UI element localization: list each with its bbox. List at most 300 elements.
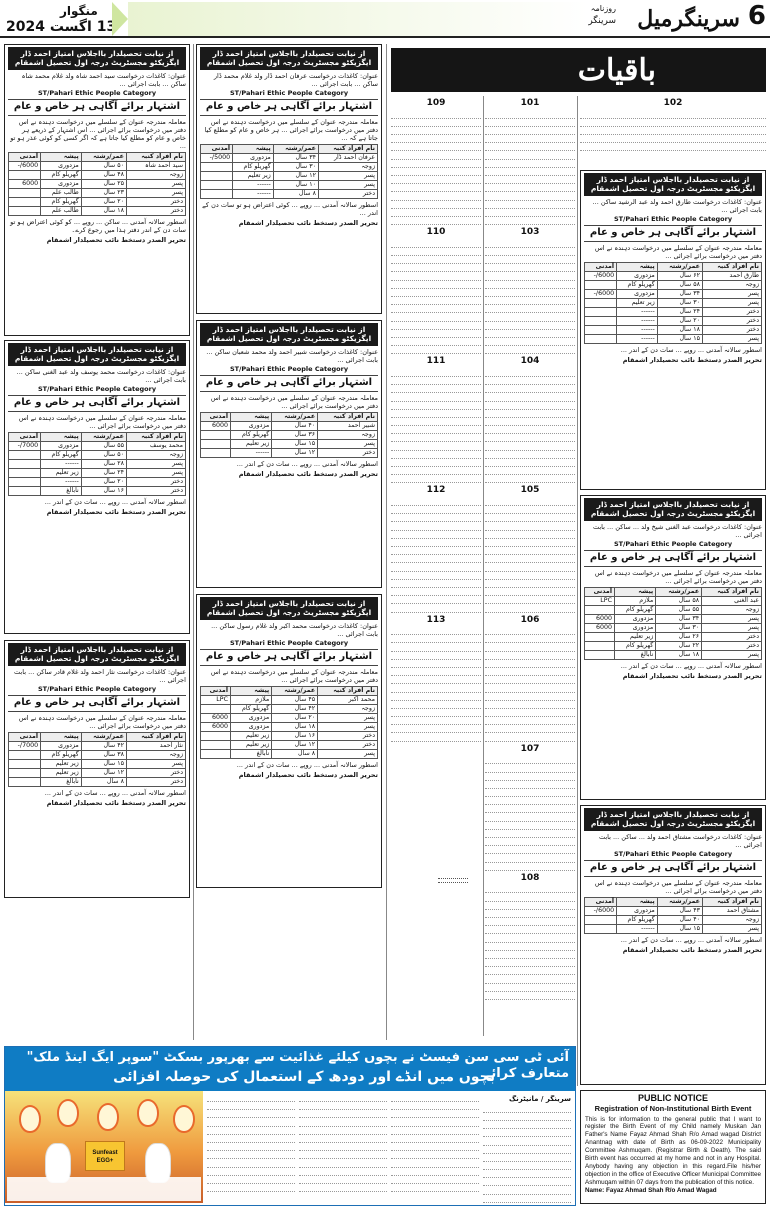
table-header: عمر/رشتہ — [657, 262, 702, 271]
table-row — [585, 924, 762, 933]
table-cell: طارق احمد — [702, 271, 761, 280]
text-line — [391, 661, 481, 668]
text-line — [485, 903, 575, 910]
table-cell: دختر — [126, 207, 185, 216]
table-cell — [585, 280, 617, 289]
text-line — [485, 468, 575, 475]
text-line — [485, 298, 575, 305]
table-cell: گھریلو کام — [41, 450, 82, 459]
table-header: آمدنی — [201, 686, 231, 695]
table-cell: ۱۸ سال — [657, 325, 702, 334]
table-header: آمدنی — [9, 432, 41, 441]
baqiyaat-title: باقیات — [577, 53, 656, 88]
table-cell: مشتاق احمد — [702, 906, 761, 915]
table-cell: ------ — [617, 307, 658, 316]
table-header: پیشہ — [617, 897, 658, 906]
table-row — [585, 906, 762, 915]
text-line — [485, 677, 575, 684]
text-line — [391, 202, 481, 209]
table-cell: زیر تعلیم — [233, 172, 274, 181]
text-line — [485, 936, 575, 943]
text-line — [391, 136, 481, 143]
text-line — [485, 782, 575, 789]
text-line — [391, 524, 481, 531]
table-cell — [9, 189, 41, 198]
table-cell — [201, 172, 233, 181]
feature-subheadline: بچوں میں انڈے اور دودھ کے استعمال کی حوصلہ افزائی — [113, 1069, 495, 1085]
text-line — [391, 1152, 479, 1159]
text-line — [391, 1111, 479, 1118]
table-cell: دختر — [318, 448, 378, 457]
table-row — [9, 441, 186, 450]
table-cell — [585, 650, 615, 659]
table-cell: گھریلو کام — [231, 430, 272, 439]
table-cell: گھریلو کام — [41, 171, 82, 180]
paper-name: سرینگرمیل — [637, 6, 740, 32]
text-line — [485, 864, 575, 871]
notice-box — [580, 170, 766, 490]
table-cell: مزدوری — [231, 421, 272, 430]
table-cell — [201, 163, 233, 172]
table-cell: عرفان احمد ڈار — [318, 154, 377, 163]
table-cell — [9, 468, 41, 477]
text-line — [580, 112, 766, 119]
table-cell — [201, 749, 231, 758]
table-cell: گھریلو کام — [41, 750, 82, 759]
table-cell: زوجہ — [318, 163, 377, 172]
table-cell — [9, 459, 41, 468]
table-cell — [9, 759, 41, 768]
family-table — [200, 686, 378, 759]
text-line — [207, 1144, 295, 1151]
table-cell: ------ — [233, 181, 274, 190]
text-line — [207, 1161, 295, 1168]
table-cell — [585, 641, 615, 650]
text-line — [485, 339, 575, 346]
table-cell — [201, 448, 231, 457]
notice-body: معاملہ مندرجہ عنوان کے سلسلے میں درخواست دہندہ نے اس دفتر میں درخواست برائے اجرائی ... اس اشتہار کے ذریعے ہر خاص و عام کو مطلع کیا جاتا ہے کہ اگر کسی کو کوئی عذر ہو تو ... — [10, 117, 186, 150]
table-cell: مزدوری — [617, 906, 658, 915]
table-header: نام افراد کنبہ — [126, 732, 185, 741]
text-line — [485, 718, 575, 725]
table-header: پیشہ — [231, 686, 272, 695]
table-cell: دختر — [126, 777, 185, 786]
text-line — [485, 790, 575, 797]
text-line — [391, 395, 481, 402]
notice-header: از نیابت تحصیلدار بااجلاس امتیاز احمد ڈار ایگزیکٹو مجسٹریٹ درجہ اول تحصیل اشمقام — [8, 643, 186, 666]
text-line — [391, 1161, 479, 1168]
notice-category: ST/Pahari Ethic People Category — [37, 685, 157, 693]
notice-signature: تحریر الصدر دستخط نائب تحصیلدار اشمقام — [46, 508, 186, 516]
table-cell: زیر تعلیم — [231, 740, 272, 749]
table-cell: مزدوری — [231, 722, 272, 731]
table-cell: ۵۰ سال — [81, 162, 126, 171]
text-line — [485, 977, 575, 984]
text-line — [391, 532, 481, 539]
table-cell: ۱۶ سال — [272, 731, 318, 740]
table-cell: 6000 — [201, 421, 231, 430]
family-table — [584, 897, 762, 934]
table-row — [201, 163, 378, 172]
table-cell: پسر — [702, 298, 761, 307]
notice-subject: عنوان: کاغذات درخواست نثار احمد ولد غلام قادر ساکن ... بابت اجرائی ... — [14, 667, 186, 684]
text-line — [485, 774, 575, 781]
text-line — [485, 815, 575, 822]
notice-box — [4, 640, 190, 898]
text-line — [485, 766, 575, 773]
text-line — [485, 515, 575, 522]
text-line — [299, 1152, 387, 1159]
table-cell: ۱۸ سال — [272, 722, 318, 731]
table-cell: 7000/- — [9, 741, 41, 750]
table-cell: ۳۸ سال — [81, 750, 126, 759]
text-line — [485, 726, 575, 733]
baqiyaat-column — [580, 96, 766, 166]
table-row — [585, 605, 762, 614]
notice-signature: تحریر الصدر دستخط نائب تحصیلدار اشمقام — [238, 219, 378, 228]
notice-signature: تحریر الصدر دستخط نائب تحصیلدار اشمقام — [622, 356, 762, 364]
table-row — [585, 298, 762, 307]
text-line — [485, 895, 575, 902]
table-cell: ۳۰ سال — [273, 163, 318, 172]
text-line — [207, 1103, 295, 1110]
table-header: عمر/رشتہ — [272, 412, 318, 421]
text-line — [207, 1136, 295, 1143]
table-cell: زوجہ — [318, 430, 378, 439]
text-line — [485, 315, 575, 322]
text-line — [485, 952, 575, 959]
table-cell: ۱۶ سال — [81, 486, 126, 495]
text-line — [391, 112, 481, 119]
table-row — [201, 740, 378, 749]
text-line — [485, 306, 575, 313]
text-line — [485, 210, 575, 217]
continuation-number: 102 — [663, 98, 683, 108]
table-cell — [585, 915, 617, 924]
notice-footer: اسطور سالانہ آمدنی ... روپے ... سات دن کے اندر ... — [236, 760, 378, 769]
table-cell: نابالغ — [41, 486, 82, 495]
text-line — [391, 128, 481, 135]
continuation-number: 112 — [426, 485, 446, 496]
table-cell — [9, 477, 41, 486]
text-line — [485, 968, 575, 975]
text-line — [485, 323, 575, 330]
notice-body: معاملہ مندرجہ عنوان کے سلسلے میں درخواست دہندہ نے اس دفتر میں درخواست برائے اجرائی ... — [594, 878, 762, 895]
text-line — [207, 1169, 295, 1176]
table-cell: ۲۰ سال — [81, 198, 126, 207]
notice-category: ST/Pahari Ethic People Category — [37, 89, 157, 97]
notice-title: اشتہار برائے آگاہی ہر خاص و عام — [200, 99, 378, 116]
text-line — [391, 144, 481, 151]
text-line — [485, 661, 575, 668]
notice-header: از نیابت تحصیلدار بااجلاس امتیاز احمد ڈار ایگزیکٹو مجسٹریٹ درجہ اول تحصیل اشمقام — [8, 343, 186, 366]
table-row — [201, 421, 378, 430]
continuation-number: 103 — [520, 227, 540, 238]
table-cell: ۲۴ سال — [657, 307, 702, 316]
table-header: پیشہ — [41, 153, 82, 162]
table-cell: مزدوری — [41, 162, 82, 171]
table-cell: ملازم — [231, 695, 272, 704]
table-cell: ۴۳ سال — [657, 906, 702, 915]
table-header: آمدنی — [585, 587, 615, 596]
continuation-number: 101 — [520, 98, 540, 108]
table-cell: ۳۰ سال — [656, 623, 702, 632]
text-line — [485, 427, 575, 434]
table-cell: گھریلو کام — [231, 704, 272, 713]
table-cell — [585, 334, 617, 343]
text-line — [580, 120, 766, 127]
column-rule — [483, 96, 484, 1036]
table-cell — [585, 632, 615, 641]
notice-header: از نیابت تحصیلدار بااجلاس امتیاز احمد ڈار ایگزیکٹو مجسٹریٹ درجہ اول تحصیل اشمقام — [200, 323, 378, 346]
table-cell — [201, 740, 231, 749]
text-line — [391, 581, 481, 588]
table-row — [9, 486, 186, 495]
table-cell: ۵۵ سال — [81, 441, 126, 450]
text-line — [485, 202, 575, 209]
table-cell: پسر — [318, 439, 378, 448]
continuation-number: 108 — [520, 872, 540, 883]
text-line — [391, 735, 481, 742]
text-line — [485, 460, 575, 467]
table-cell: زیر تعلیم — [617, 298, 658, 307]
text-line — [483, 1163, 571, 1170]
table-cell: ۵۸ سال — [656, 596, 702, 605]
table-cell: پسر — [318, 181, 377, 190]
table-row — [201, 749, 378, 758]
table-cell: ۲۰ سال — [81, 477, 126, 486]
text-line — [485, 645, 575, 652]
table-cell: پسر — [318, 749, 378, 758]
egg-icon — [57, 1099, 79, 1127]
table-cell: 7000/- — [9, 441, 41, 450]
text-line — [391, 315, 481, 322]
text-line — [391, 573, 481, 580]
text-line — [580, 128, 766, 135]
text-line — [299, 1111, 387, 1118]
issue-date: 13 اگست 2024 — [6, 19, 117, 35]
text-line — [391, 589, 481, 596]
text-line — [391, 218, 481, 225]
table-row — [9, 759, 186, 768]
table-row — [585, 289, 762, 298]
table-row — [9, 468, 186, 477]
table-cell: زیر تعلیم — [41, 468, 82, 477]
text-line — [485, 370, 575, 377]
table-cell — [585, 924, 617, 933]
table-row — [201, 172, 378, 181]
table-cell: گھریلو کام — [617, 915, 658, 924]
table-cell — [585, 298, 617, 307]
table-cell: ۳۴ سال — [657, 289, 702, 298]
notice-title: اشتہار برائے آگاہی ہر خاص و عام — [8, 99, 186, 116]
table-cell: ۲۵ سال — [81, 180, 126, 189]
text-line — [391, 476, 481, 483]
table-row — [585, 623, 762, 632]
public-notice-heading: PUBLIC NOTICE — [637, 1093, 708, 1103]
feature-column — [299, 1095, 387, 1203]
notice-category: ST/Pahari Ethic People Category — [229, 365, 349, 373]
text-line — [485, 653, 575, 660]
text-line — [485, 194, 575, 201]
notice-category: ST/Pahari Ethic People Category — [613, 215, 733, 223]
text-line — [391, 370, 481, 377]
table-header: عمر/رشتہ — [81, 153, 126, 162]
table-row — [9, 171, 186, 180]
text-line — [485, 944, 575, 951]
table-header: عمر/رشتہ — [657, 897, 702, 906]
table-row — [585, 632, 762, 641]
text-line — [483, 1155, 571, 1162]
table-cell: گھریلو کام — [41, 198, 82, 207]
table-row — [585, 316, 762, 325]
table-header: پیشہ — [231, 412, 272, 421]
notice-footer: اسطور سالانہ آمدنی ... روپے ... سات دن کے اندر ... — [620, 345, 762, 354]
notice-subject: عنوان: کاغذات درخواست طارق احمد ولد عبد الرشید ساکن ... بابت اجرائی ... — [592, 197, 762, 214]
table-header: آمدنی — [585, 897, 617, 906]
table-cell: ۸ سال — [81, 777, 126, 786]
notice-box — [4, 340, 190, 634]
table-cell — [201, 731, 231, 740]
text-line — [485, 452, 575, 459]
table-cell: زیر تعلیم — [231, 731, 272, 740]
table-header: آمدنی — [201, 145, 233, 154]
notice-title: اشتہار برائے آگاہی ہر خاص و عام — [584, 860, 762, 877]
text-line — [391, 1128, 479, 1135]
continuation-number: 109 — [426, 98, 446, 108]
continuation-number: 110 — [426, 227, 446, 238]
table-cell: دختر — [702, 641, 762, 650]
text-line — [483, 1147, 571, 1154]
notice-body: معاملہ مندرجہ عنوان کے سلسلے میں درخواست دہندہ نے اس دفتر میں درخواست برائے اجرائی ... — [594, 243, 762, 260]
table-cell: گھریلو کام — [615, 605, 656, 614]
text-line — [485, 153, 575, 160]
table-header: پیشہ — [41, 432, 82, 441]
table-cell: ------ — [617, 325, 658, 334]
table-cell: 5000/- — [201, 154, 233, 163]
masthead-band — [128, 2, 588, 36]
table-cell: ۲۳ سال — [81, 189, 126, 198]
table-cell: نابالغ — [615, 650, 656, 659]
table-cell: پسر — [126, 759, 185, 768]
table-cell — [201, 181, 233, 190]
table-row — [9, 777, 186, 786]
table-cell: ۱۵ سال — [81, 759, 126, 768]
column-rule — [193, 44, 194, 1040]
text-line — [299, 1177, 387, 1184]
text-line — [391, 540, 481, 547]
egg-icon — [137, 1099, 159, 1127]
table-cell: ۸ سال — [272, 749, 318, 758]
notice-signature: تحریر الصدر دستخط نائب تحصیلدار اشمقام — [238, 470, 378, 478]
text-line — [485, 161, 575, 168]
table-cell: 6000/- — [585, 289, 617, 298]
table-row — [585, 271, 762, 280]
notice-subject: عنوان: کاغذات درخواست شبیر احمد ولد محمد شعبان ساکن ... بابت اجرائی ... — [206, 347, 378, 364]
notice-footer: اسطور سالانہ آمدنی ... روپے ... سات دن کے اندر ... — [620, 661, 762, 670]
text-line — [391, 1120, 479, 1127]
table-cell: ------ — [617, 924, 658, 933]
text-line — [485, 499, 575, 506]
table-header: نام افراد کنبہ — [126, 153, 185, 162]
table-cell: ۳۴ سال — [656, 614, 702, 623]
text-line — [485, 669, 575, 676]
table-cell: مزدوری — [233, 154, 274, 163]
text-line — [391, 669, 481, 676]
text-line — [391, 1144, 479, 1151]
text-line — [207, 1120, 295, 1127]
table-row — [201, 731, 378, 740]
table-row — [585, 614, 762, 623]
table-cell: دختر — [126, 768, 185, 777]
text-line — [391, 411, 481, 418]
table-cell: ------ — [233, 190, 274, 199]
table-cell: ------ — [617, 334, 658, 343]
table-cell — [201, 190, 233, 199]
text-line — [391, 468, 481, 475]
text-line — [485, 710, 575, 717]
table-row — [201, 695, 378, 704]
text-line — [485, 856, 575, 863]
text-line — [391, 194, 481, 201]
text-line — [391, 548, 481, 555]
table-cell: مزدوری — [617, 271, 658, 280]
text-line — [485, 241, 575, 248]
family-table — [8, 152, 186, 216]
feature-story — [4, 1046, 576, 1206]
text-line — [485, 757, 575, 764]
table-cell — [9, 768, 41, 777]
table-cell: ۵۰ سال — [81, 450, 126, 459]
table-cell: دختر — [126, 198, 185, 207]
text-line — [391, 597, 481, 604]
table-row — [9, 198, 186, 207]
text-line — [483, 1114, 571, 1121]
family-table — [8, 732, 186, 787]
text-line — [391, 686, 481, 693]
notice-subject: عنوان: کاغذات درخواست محمد اکبر ولد غلام رسول ساکن ... بابت اجرائی ... — [211, 621, 378, 638]
text-line — [391, 694, 481, 701]
table-cell: زیر تعلیم — [231, 439, 272, 448]
notice-box — [4, 44, 190, 336]
text-line — [485, 636, 575, 643]
table-cell: دختر — [318, 731, 378, 740]
notice-header: از نیابت تحصیلدار بااجلاس امتیاز احمد ڈار ایگزیکٹو مجسٹریٹ درجہ اول تحصیل اشمقام — [200, 597, 378, 620]
baqiyaat-header — [391, 48, 766, 92]
text-line — [391, 565, 481, 572]
family-table — [200, 412, 378, 458]
feature-headline-band — [5, 1047, 575, 1091]
notice-category: ST/Pahari Ethic People Category — [613, 540, 733, 548]
text-line — [485, 628, 575, 635]
notice-header: از نیابت تحصیلدار بااجلاس امتیاز احمد ڈار ایگزیکٹو مجسٹریٹ درجہ اول تحصیل اشمقام — [584, 173, 762, 196]
table-cell: ۶۲ سال — [657, 271, 702, 280]
egg-icon — [173, 1105, 195, 1133]
table-cell: نابالغ — [41, 777, 82, 786]
text-line — [485, 573, 575, 580]
text-line — [391, 177, 481, 184]
text-line — [299, 1136, 387, 1143]
public-notice-subheading: Registration of Non-Institutional Birth Event — [594, 1104, 752, 1114]
product-pack: Sunfeast EGG+ — [85, 1141, 125, 1171]
text-line — [391, 606, 481, 613]
text-line — [391, 419, 481, 426]
text-line — [391, 702, 481, 709]
table-cell: دختر — [318, 190, 377, 199]
text-line — [391, 444, 481, 451]
table-row — [585, 641, 762, 650]
notice-footer: اسطور سالانہ آمدنی ... روپے ... کوئی اعتراض ہو تو سات دن کے اندر ... — [202, 201, 378, 218]
